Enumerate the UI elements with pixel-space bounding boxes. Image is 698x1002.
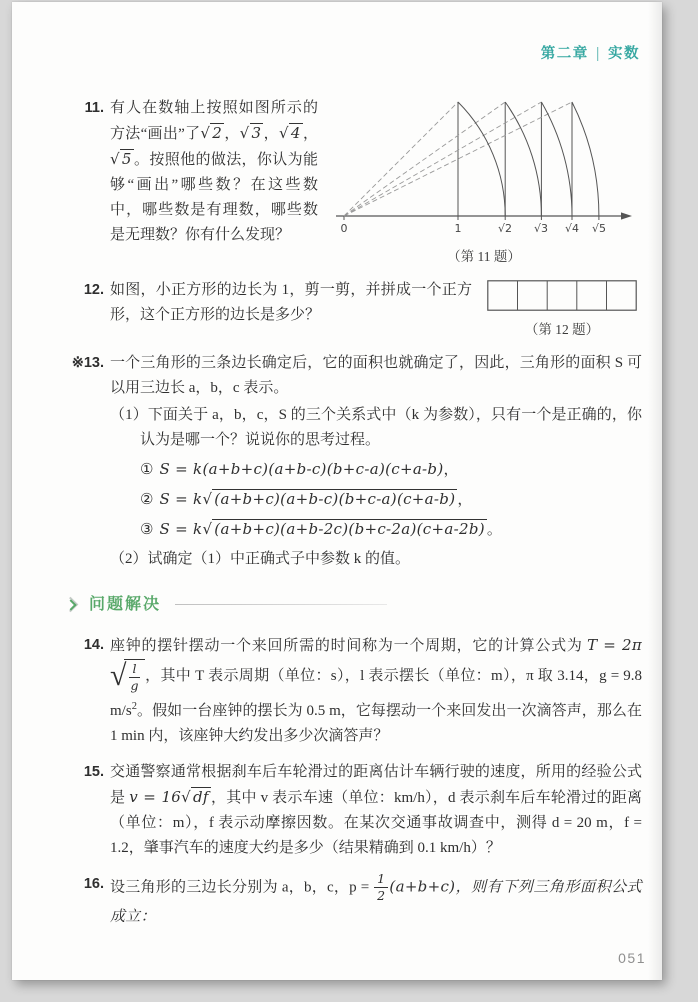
- figure-12-caption: （第 12 题）: [524, 322, 600, 337]
- sqrt-radical: [279, 123, 303, 142]
- problem-13-intro: 一个三角形的三条边长确定后，它的面积也就确定了，因此，三角形的面积 S 可以用三边长 a，b，c 表示。: [110, 355, 642, 396]
- problem-13: [71, 351, 642, 572]
- formula-3-marker: ③: [140, 522, 154, 538]
- sqrt-radical: [200, 123, 224, 142]
- section-title: 问题解决: [89, 596, 162, 613]
- text-segment: 有人在数轴上按照如图所示的方法“画出”了: [110, 100, 318, 142]
- axis-label: √5: [591, 222, 607, 235]
- number-line-construction-figure: [334, 96, 634, 238]
- subject-label: 实数: [608, 46, 640, 62]
- fraction-numerator: 1: [374, 872, 388, 888]
- page-number: 051: [618, 950, 646, 966]
- axis-labels: [341, 222, 607, 235]
- text-segment: ，: [302, 126, 318, 142]
- problem-11-text: [110, 96, 318, 267]
- axis-arrow-icon: [621, 212, 632, 219]
- problem-14-number: 14.: [83, 637, 104, 653]
- problem-13-part2: （2）试确定（1）中正确式子中参数 k 的值。: [110, 551, 411, 567]
- problem-12-body: [110, 278, 642, 340]
- problem-14-body: [110, 633, 642, 749]
- problem-11-body: [110, 96, 642, 267]
- text-segment: 。假如一台座钟的摆长为 0.5 m，它每摆动一个来回发出一次滴答声，那么在 1 min 内，该座钟大约发出多少次滴答声？: [110, 702, 642, 744]
- chapter-label: 第二章: [540, 46, 589, 62]
- radicand: 3: [251, 124, 262, 142]
- textbook-page: [12, 2, 662, 980]
- problem-16: [76, 872, 642, 930]
- fraction: [129, 662, 139, 694]
- unit-segments: [458, 102, 572, 216]
- formula-2-marker: ②: [140, 492, 154, 508]
- text-segment: ，: [263, 126, 279, 142]
- text-segment: ，: [224, 126, 240, 142]
- formula-segment: (a+b+c)，则有下列三角形面积公式成立：: [110, 877, 642, 925]
- text-segment: 设三角形的三边长分别为 a，b，c，p =: [110, 879, 374, 896]
- problem-12: [76, 278, 642, 340]
- square-dividers: [518, 281, 607, 310]
- problem-11: [76, 96, 642, 267]
- problem-13-body: [110, 351, 642, 572]
- formula-3-post: 。: [486, 522, 502, 538]
- problem-12-text: 如图，小正方形的边长为 1，剪一剪，并拼成一个正方形，这个正方形的边长是多少？: [110, 282, 472, 323]
- formula-2-post: ，: [457, 492, 473, 508]
- radicand: 4: [290, 124, 301, 142]
- formula-2-pre: S = k: [159, 490, 203, 508]
- page-header: [541, 42, 640, 63]
- sqrt-radical: [202, 519, 486, 538]
- fraction: [374, 872, 388, 904]
- formula-pre: v = 16: [129, 787, 182, 806]
- text-segment: ，其中 T 表示周期（单位：s），l 表示摆长（单位：m），π 取 3.14，g = 9.8 m/s: [110, 667, 642, 719]
- problem-12-number: 12.: [83, 282, 104, 298]
- fraction-denominator: g: [130, 678, 139, 694]
- problem-13-part1: （1）下面关于 a，b，c，S 的三个关系式中（k 为参数），只有一个是正确的，你认为是哪一个？说说你的思考过程。: [110, 407, 642, 448]
- axis-ticks: [344, 216, 599, 220]
- section-header: [64, 592, 642, 617]
- formula-2-radicand: (a+b+c)(a+b-c)(b+c-a)(c+a-b): [214, 490, 456, 508]
- formula-1-post: ，: [443, 462, 459, 478]
- formula-1-pre: S = k: [159, 460, 203, 478]
- problem-11-row: [110, 96, 642, 267]
- fraction-numerator: √ l: [129, 662, 139, 678]
- text-segment: 。按照他的做法，你认为能够“画出”哪些数？在这些数中，哪些数是有理数，哪些数是无理数？你有什么发现？: [110, 152, 318, 243]
- formula-3-radicand: (a+b+c)(a+b-2c)(b+c-2a)(c+a-2b): [214, 520, 485, 538]
- formula-3-pre: S = k: [159, 520, 203, 538]
- formula-3: [140, 517, 642, 543]
- formula-1-marker: ①: [140, 462, 154, 478]
- sqrt-radical: [181, 787, 211, 806]
- radicand: df: [193, 787, 209, 806]
- axis-label: √3: [533, 222, 549, 235]
- problem-15-number: 15.: [83, 763, 104, 780]
- five-squares-strip-figure: [487, 280, 637, 311]
- figure-11-caption: （第 11 题）: [447, 249, 521, 264]
- sqrt-radical: [110, 659, 145, 694]
- axis-label: 1: [454, 222, 462, 235]
- problem-11-number: 11.: [84, 100, 104, 116]
- problem-16-number: 16.: [83, 875, 104, 892]
- formula-2: [140, 487, 642, 513]
- axis-label: √4: [564, 222, 580, 235]
- formula-pre: T = 2π: [587, 636, 642, 654]
- radicand: [124, 659, 144, 694]
- problem-15-body: [110, 760, 642, 861]
- problem-16-body: [110, 872, 642, 930]
- text-segment: 交通警察通常根据刹车后车轮滑过的距离估计车辆行驶的速度，所用的经验公式是: [110, 763, 642, 806]
- header-divider: |: [595, 46, 601, 62]
- radicand: 5: [121, 150, 132, 168]
- text-segment: ，其中 v 表示车速（单位：km/h），d 表示刹车后车轮滑过的距离（单位：m），f 表示动摩擦因数。在某次交通事故调查中，测得 d = 20 m，f = 1.2，肇事汽车的速度大约是多少（结果精确到 0.1 km/h）？: [110, 789, 643, 856]
- radicand: 2: [212, 124, 223, 142]
- fraction-denominator: 2: [377, 888, 386, 904]
- formula-1: [140, 457, 642, 483]
- page-content: [71, 96, 643, 941]
- problem-11-figure: [318, 96, 642, 267]
- problem-12-figure: [482, 280, 642, 340]
- compass-arcs: [458, 102, 599, 216]
- axis-label: √2: [497, 222, 513, 235]
- section-divider-line: [175, 604, 387, 605]
- problem-14: [76, 633, 642, 749]
- formula-1-body: (a+b+c)(a+b-c)(b+c-a)(c+a-b): [202, 460, 444, 478]
- superscript: 2: [131, 700, 137, 712]
- sqrt-radical: [240, 123, 264, 142]
- sqrt-radical: [202, 489, 457, 508]
- problem-13-number: ※13.: [71, 355, 104, 371]
- axis-label: 0: [340, 222, 348, 235]
- text-segment: 座钟的摆针摆动一个来回所需的时间称为一个周期，它的计算公式为: [110, 638, 588, 654]
- problem-15: [76, 760, 642, 861]
- sqrt-radical: [110, 149, 134, 168]
- chevron-icon: [64, 596, 81, 613]
